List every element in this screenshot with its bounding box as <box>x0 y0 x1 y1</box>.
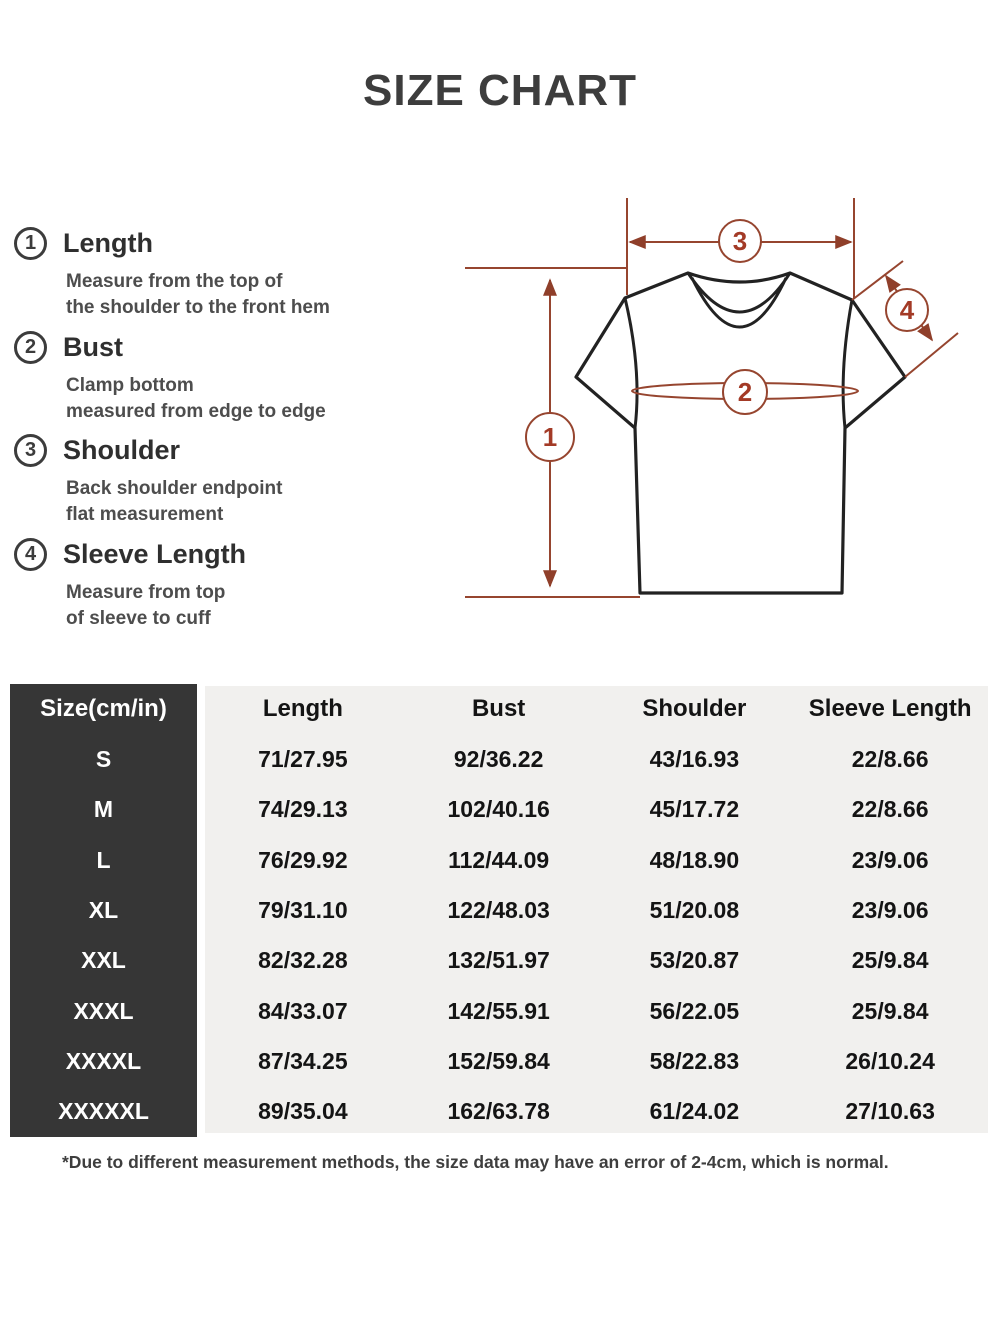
size-label: XL <box>88 896 119 923</box>
instruction-length <box>14 227 444 321</box>
instruction-number-badge: 4 <box>14 538 47 571</box>
cell-bust: 142/55.91 <box>447 997 550 1024</box>
cell-shoulder: 61/24.02 <box>649 1098 740 1125</box>
instruction-number-badge: 1 <box>14 227 47 260</box>
diagram-label-sleeve: 4 <box>899 295 915 325</box>
instruction-number-badge: 3 <box>14 434 47 467</box>
cell-length: 89/35.04 <box>258 1098 348 1125</box>
cell-shoulder: 48/18.90 <box>649 846 740 873</box>
cell-bust: 112/44.09 <box>448 846 550 873</box>
cell-sleeve: 22/8.66 <box>851 745 929 772</box>
instruction-description <box>66 476 444 528</box>
size-label: M <box>93 796 114 823</box>
instruction-description-line: Measure from top <box>66 582 226 603</box>
cell-length: 87/34.25 <box>258 1047 348 1074</box>
footnote: *Due to different measurement methods, the size data may have an error of 2-4cm, which is normal. <box>62 1152 889 1172</box>
instruction-description <box>66 580 444 632</box>
cell-shoulder: 58/22.83 <box>649 1047 740 1074</box>
column-header-length: Length <box>262 695 343 723</box>
instruction-description-line: Clamp bottom <box>66 375 194 396</box>
cell-length: 76/29.92 <box>258 846 348 873</box>
diagram-label-shoulder: 3 <box>732 226 748 256</box>
size-label: L <box>96 846 111 873</box>
size-label: XXXXXL <box>58 1098 149 1125</box>
cell-length: 74/29.13 <box>258 796 348 823</box>
size-label: XXXL <box>73 997 134 1024</box>
cell-length: 84/33.07 <box>258 997 348 1024</box>
instruction-sleeve-length <box>14 538 444 632</box>
column-header-shoulder: Shoulder <box>642 695 747 723</box>
instruction-number-badge: 2 <box>14 331 47 364</box>
size-label: XXL <box>81 947 126 974</box>
column-header-bust: Bust <box>471 695 526 723</box>
diagram-label-bust: 2 <box>737 377 753 407</box>
size-table <box>10 684 988 1137</box>
cell-sleeve: 25/9.84 <box>851 947 929 974</box>
cell-bust: 152/59.84 <box>447 1047 550 1074</box>
page-title: SIZE CHART <box>363 66 637 115</box>
cell-length: 82/32.28 <box>258 947 348 974</box>
cell-length: 71/27.95 <box>258 745 348 772</box>
cell-sleeve: 22/8.66 <box>851 796 929 823</box>
cell-sleeve: 23/9.06 <box>851 896 929 923</box>
cell-shoulder: 43/16.93 <box>649 745 740 772</box>
cell-sleeve: 25/9.84 <box>851 997 929 1024</box>
size-label: XXXXL <box>65 1047 142 1074</box>
cell-shoulder: 53/20.87 <box>649 947 740 974</box>
cell-sleeve: 27/10.63 <box>845 1098 935 1125</box>
diagram-label-length: 1 <box>542 422 558 452</box>
instruction-description-line: Back shoulder endpoint <box>66 478 283 499</box>
instruction-description <box>66 269 444 321</box>
cell-bust: 132/51.97 <box>447 947 550 974</box>
size-column-header: Size(cm/in) <box>40 695 167 723</box>
instruction-shoulder <box>14 434 444 528</box>
cell-bust: 122/48.03 <box>447 896 550 923</box>
cell-shoulder: 56/22.05 <box>649 997 740 1024</box>
instruction-heading: Length <box>63 228 153 258</box>
instruction-heading: Bust <box>63 332 123 362</box>
cell-sleeve: 23/9.06 <box>851 846 929 873</box>
instruction-heading: Shoulder <box>63 435 181 465</box>
instruction-description-line: the shoulder to the front hem <box>66 297 330 318</box>
instruction-description-line: flat measurement <box>66 504 224 525</box>
size-label: S <box>95 745 112 772</box>
instruction-description <box>66 373 444 425</box>
instruction-description-line: Measure from the top of <box>66 271 283 292</box>
cell-sleeve: 26/10.24 <box>845 1047 935 1074</box>
instruction-description-line: measured from edge to edge <box>66 401 326 422</box>
cell-bust: 92/36.22 <box>453 745 544 772</box>
column-header-sleeve-length: Sleeve Length <box>808 695 972 723</box>
cell-bust: 162/63.78 <box>447 1098 550 1125</box>
cell-shoulder: 51/20.08 <box>649 896 740 923</box>
instruction-bust <box>14 331 444 425</box>
instruction-description-line: of sleeve to cuff <box>66 608 211 629</box>
cell-length: 79/31.10 <box>258 896 348 923</box>
tshirt-measurement-diagram <box>440 170 1000 650</box>
instruction-heading: Sleeve Length <box>63 539 247 569</box>
cell-shoulder: 45/17.72 <box>649 796 740 823</box>
tshirt-outline <box>576 273 905 593</box>
cell-bust: 102/40.16 <box>447 796 550 823</box>
